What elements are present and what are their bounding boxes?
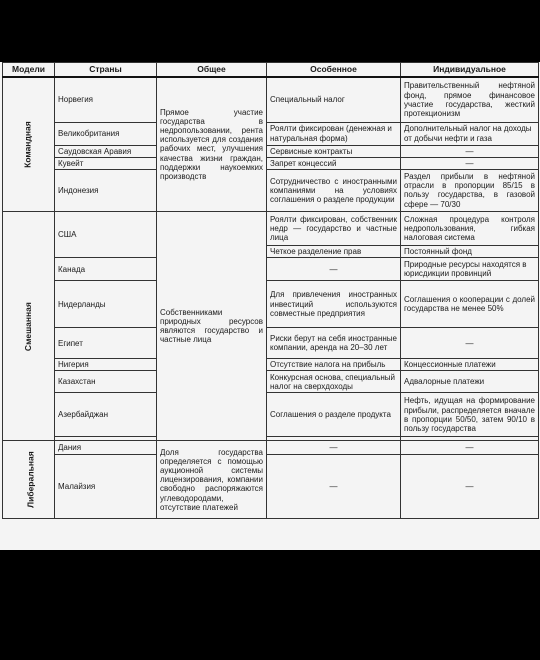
table-row	[3, 77, 539, 122]
table-row	[3, 441, 539, 455]
country-cell: Саудовская Аравия	[55, 145, 157, 157]
individual-cell: Дополнительный налог на доходы от добычи нефти и газа	[401, 122, 539, 145]
table-row	[3, 328, 539, 359]
table-row	[3, 258, 539, 281]
table-row	[3, 371, 539, 393]
individual-cell: —	[401, 441, 539, 455]
model-label: Командная	[22, 121, 33, 168]
header-individual: Индивидуальное	[401, 63, 539, 78]
country-cell: Индонезия	[55, 169, 157, 211]
individual-cell: Постоянный фонд	[401, 245, 539, 257]
header-countries: Страны	[55, 63, 157, 78]
table-row	[3, 393, 539, 437]
header-common: Общее	[157, 63, 267, 78]
special-cell: Четкое разделение прав	[267, 245, 401, 257]
country-cell: США	[55, 211, 157, 257]
country-cell: Кувейт	[55, 157, 157, 169]
country-cell: Нидерланды	[55, 281, 157, 328]
special-cell: Специальный налог	[267, 77, 401, 122]
table-row	[3, 122, 539, 145]
individual-cell: —	[401, 157, 539, 169]
table-row	[3, 211, 539, 245]
individual-cell: Сложная процедура контроля недропользования, гибкая налоговая система	[401, 211, 539, 245]
table-row	[3, 281, 539, 328]
country-cell: Дания	[55, 441, 157, 455]
model-liberal	[3, 441, 55, 519]
special-cell: Конкурсная основа, специальный налог на сверхдоходы	[267, 371, 401, 393]
table-row	[3, 169, 539, 211]
special-cell: Роялти фиксирован (денежная и натуральная форма)	[267, 122, 401, 145]
individual-cell: Раздел прибыли в нефтяной отрасли в пропорции 85/15 в пользу государства, в газовой сфере — 70/30	[401, 169, 539, 211]
special-cell: —	[267, 441, 401, 455]
individual-cell: —	[401, 455, 539, 519]
special-cell: Для привлечения иностранных инвестиций используются совместные предприятия	[267, 281, 401, 328]
special-cell: Сервисные контракты	[267, 145, 401, 157]
model-label: Либеральная	[25, 451, 36, 509]
special-cell: —	[267, 258, 401, 281]
individual-cell: —	[401, 328, 539, 359]
country-cell: Канада	[55, 258, 157, 281]
model-label: Смешанная	[22, 301, 33, 351]
country-cell: Казахстан	[55, 371, 157, 393]
model-command	[3, 77, 55, 211]
common-cell: Собственниками природных ресурсов являются государство и частные лица	[157, 211, 267, 440]
individual-cell: Правительственный нефтяной фонд, прямое финансовое участие государства, жесткий протекционизм	[401, 77, 539, 122]
country-cell: Великобритания	[55, 122, 157, 145]
table-header-row	[3, 63, 539, 78]
special-cell: Риски берут на себя иностранные компании, аренда на 20–30 лет	[267, 328, 401, 359]
oil-models-table	[2, 62, 539, 519]
individual-cell: Концессионные платежи	[401, 359, 539, 371]
special-cell: Соглашения о разделе продукта	[267, 393, 401, 437]
special-cell: Отсутствие налога на прибыль	[267, 359, 401, 371]
country-cell: Норвегия	[55, 77, 157, 122]
table-row	[3, 359, 539, 371]
country-cell: Азербайджан	[55, 393, 157, 437]
common-cell: Прямое участие государства в недропользовании, рента используется для создания рабочих мест, улучшения качества жизни граждан, поддержки наукоемких производств	[157, 77, 267, 211]
individual-cell: Соглашения о кооперации с долей государства не менее 50%	[401, 281, 539, 328]
special-cell: —	[267, 455, 401, 519]
country-cell: Нигерия	[55, 359, 157, 371]
country-cell: Египет	[55, 328, 157, 359]
special-cell: Запрет концессий	[267, 157, 401, 169]
special-cell: Роялти фиксирован, собственник недр — государство и частные лица	[267, 211, 401, 245]
common-cell: Доля государства определяется с помощью аукционной системы лицензирования, компании свободно распоряжаются углеводородами, отсутствие платежей	[157, 441, 267, 519]
individual-cell: —	[401, 145, 539, 157]
individual-cell: Нефть, идущая на формирование прибыли, распределяется вначале в пропорции 50/50, затем 90/10 в пользу государства	[401, 393, 539, 437]
table-page	[0, 62, 540, 550]
individual-cell: Адвалорные платежи	[401, 371, 539, 393]
special-cell: Сотрудничество с иностранными компаниями на условиях соглашения о разделе продукции	[267, 169, 401, 211]
header-models: Модели	[3, 63, 55, 78]
header-special: Особенное	[267, 63, 401, 78]
individual-cell: Природные ресурсы находятся в юрисдикции провинций	[401, 258, 539, 281]
table-row	[3, 157, 539, 169]
table-row	[3, 455, 539, 519]
model-mixed	[3, 211, 55, 440]
country-cell: Малайзия	[55, 455, 157, 519]
table-row	[3, 145, 539, 157]
